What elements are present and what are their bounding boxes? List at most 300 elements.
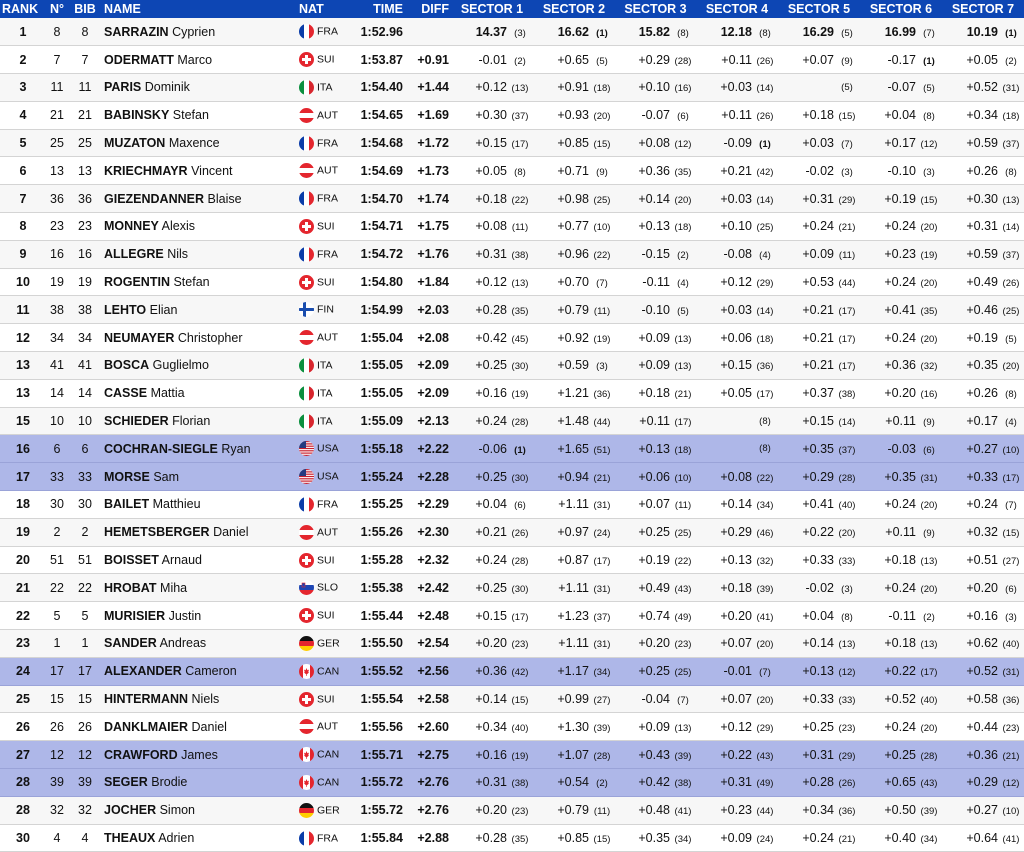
sector-7-cell	[942, 602, 1024, 630]
sector-rank-number: 1	[599, 27, 605, 39]
athlete-name-cell[interactable]	[102, 352, 297, 380]
table-row[interactable]	[0, 657, 1024, 685]
athlete-last-name: SCHIEDER	[104, 414, 169, 429]
table-row[interactable]	[0, 769, 1024, 797]
sector-rank-number: 35	[923, 305, 935, 317]
athlete-name-cell[interactable]	[102, 296, 297, 324]
sector-rank-number: 38	[841, 389, 853, 401]
start-number-cell: 41	[50, 358, 64, 373]
sector-value: +1.30	[557, 719, 589, 734]
athlete-name-cell[interactable]	[102, 463, 297, 491]
sector-1-cell	[451, 18, 533, 46]
table-row[interactable]	[0, 491, 1024, 519]
sector-rank-number: 18	[1005, 111, 1017, 123]
sector-value: +0.31	[966, 219, 998, 234]
nation-code: SUI	[317, 220, 335, 233]
sector-rank: (43)	[756, 750, 774, 762]
table-row[interactable]	[0, 129, 1024, 157]
sector-rank: (2)	[677, 250, 689, 262]
time-cell: 1:54.80	[360, 275, 403, 290]
athlete-name-cell[interactable]	[102, 602, 297, 630]
time-cell: 1:55.18	[360, 441, 403, 456]
table-row[interactable]	[0, 213, 1024, 241]
sector-rank: (6)	[514, 500, 526, 512]
athlete-name-cell[interactable]	[102, 685, 297, 713]
sector-rank: (26)	[511, 528, 529, 540]
start-number-cell: 39	[50, 775, 64, 790]
sector-value: +0.93	[557, 108, 589, 123]
sector-rank: (5)	[677, 305, 689, 317]
sector-value: +0.03	[720, 302, 752, 317]
athlete-name-cell[interactable]	[102, 657, 297, 685]
sector-rank: (15)	[920, 194, 938, 206]
sector-rank: (39)	[674, 750, 692, 762]
nation-cell	[297, 491, 354, 519]
athlete-last-name: BOISSET	[104, 553, 159, 568]
table-row[interactable]	[0, 296, 1024, 324]
table-body	[0, 18, 1024, 852]
sector-value: +0.16	[475, 747, 507, 762]
table-row[interactable]	[0, 240, 1024, 268]
nation-cell	[297, 574, 354, 602]
nation-cell	[297, 463, 354, 491]
sector-rank: (7)	[1005, 500, 1017, 512]
sector-rank: (17)	[511, 611, 529, 623]
sector-rank-number: 37	[1005, 139, 1017, 151]
sector-rank: (16)	[920, 389, 938, 401]
athlete-name-cell[interactable]	[102, 74, 297, 102]
sector-4-cell	[696, 546, 778, 574]
diff-cell: +2.30	[417, 525, 449, 540]
sector-rank-number: 38	[677, 778, 689, 790]
start-number-cell: 32	[50, 803, 64, 818]
athlete-last-name: HROBAT	[104, 580, 157, 595]
athlete-name-cell[interactable]	[102, 741, 297, 769]
sector-3-cell	[615, 74, 696, 102]
sector-1-cell	[451, 796, 533, 824]
sector-6-cell	[860, 435, 942, 463]
table-row[interactable]	[0, 824, 1024, 852]
sector-rank: (37)	[1002, 250, 1020, 262]
flag-icon	[299, 163, 314, 178]
sector-value: +0.14	[475, 692, 507, 707]
diff-cell: +2.09	[417, 358, 449, 373]
sector-7-cell	[942, 101, 1024, 129]
sector-value: +0.50	[884, 803, 916, 818]
sector-rank-number: 18	[596, 83, 608, 95]
header-sector-5: SECTOR 5	[778, 0, 860, 18]
athlete-name-cell[interactable]	[102, 713, 297, 741]
time-cell: 1:55.38	[360, 580, 403, 595]
sector-value: -0.04	[641, 692, 670, 707]
sector-rank-number: 12	[923, 139, 935, 151]
sector-value: +0.11	[721, 108, 752, 123]
sector-value: +0.29	[720, 525, 752, 540]
athlete-name-cell[interactable]	[102, 268, 297, 296]
sector-rank: (34)	[920, 834, 938, 845]
sector-rank-number: 31	[1005, 667, 1017, 679]
sector-rank: (20)	[756, 639, 774, 651]
sector-value: -0.01	[478, 52, 507, 67]
sector-rank: (14)	[838, 417, 856, 429]
sector-5-cell	[778, 213, 860, 241]
sector-rank-number: 29	[759, 278, 771, 290]
sector-rank-number: 21	[841, 222, 853, 234]
sector-rank: (20)	[593, 111, 611, 123]
athlete-first-name: Daniel	[191, 719, 227, 734]
athlete-first-name: Nils	[167, 247, 189, 262]
sector-value: +0.28	[802, 775, 834, 790]
sector-4-cell	[696, 213, 778, 241]
sector-rank: (20)	[674, 194, 692, 206]
sector-rank-number: 8	[762, 27, 768, 39]
sector-rank: (28)	[920, 750, 938, 762]
sector-rank-number: 6	[680, 111, 686, 123]
athlete-name-cell[interactable]	[102, 129, 297, 157]
bib-cell: 19	[78, 275, 92, 290]
sector-value: -0.02	[805, 163, 834, 178]
sector-rank-number: 38	[514, 778, 526, 790]
sector-value: 16.29	[802, 24, 834, 39]
time-cell: 1:54.72	[360, 247, 403, 262]
athlete-first-name: Daniel	[213, 525, 249, 540]
sector-value: +0.06	[638, 469, 670, 484]
sector-rank: (7)	[841, 139, 853, 151]
sector-rank-number: 2	[926, 611, 932, 623]
sector-3-cell	[615, 685, 696, 713]
sector-1-cell	[451, 352, 533, 380]
sector-rank-number: 42	[759, 166, 771, 178]
bib-cell: 26	[78, 719, 92, 734]
athlete-name-cell[interactable]	[102, 574, 297, 602]
sector-value: +1.21	[557, 386, 589, 401]
sector-rank: (12)	[674, 139, 692, 151]
flag-icon	[299, 302, 314, 317]
sector-rank-number: 17	[596, 556, 608, 568]
athlete-first-name: Simon	[159, 803, 196, 818]
sector-rank-number: 49	[759, 778, 771, 790]
sector-4-cell	[696, 129, 778, 157]
athlete-last-name: KRIECHMAYR	[104, 163, 188, 178]
sector-value: 14.37	[475, 24, 507, 39]
sector-value: +0.85	[557, 831, 589, 845]
sector-rank-number: 2	[1008, 55, 1014, 67]
flag-icon	[299, 775, 314, 790]
start-number-cell: 6	[53, 441, 61, 456]
athlete-first-name: Cameron	[185, 664, 237, 679]
sector-rank: (9)	[841, 55, 853, 67]
sector-6-cell	[860, 268, 942, 296]
table-row[interactable]	[0, 407, 1024, 435]
nation-cell	[297, 185, 354, 213]
sector-value: +0.30	[475, 108, 507, 123]
athlete-last-name: BABINSKY	[104, 108, 170, 123]
sector-2-cell	[533, 796, 615, 824]
sector-5-cell	[778, 296, 860, 324]
table-row[interactable]	[0, 713, 1024, 741]
sector-rank: (49)	[756, 778, 774, 790]
sector-4-cell	[696, 296, 778, 324]
athlete-name-cell[interactable]	[102, 379, 297, 407]
table-row[interactable]	[0, 46, 1024, 74]
start-number-cell: 5	[53, 608, 61, 623]
sector-4-cell	[696, 240, 778, 268]
sector-rank: (11)	[838, 250, 856, 262]
table-row[interactable]	[0, 574, 1024, 602]
sector-rank-number: 12	[1005, 778, 1017, 790]
sector-rank: (28)	[838, 472, 856, 484]
sector-rank-number: 22	[514, 194, 526, 206]
nation-cell	[297, 602, 354, 630]
time-cell: 1:55.25	[360, 497, 403, 512]
athlete-name-cell[interactable]	[102, 796, 297, 824]
sector-1-cell	[451, 379, 533, 407]
diff-cell: +1.76	[417, 247, 449, 262]
athlete-name-cell[interactable]	[102, 491, 297, 519]
sector-rank-number: 25	[759, 222, 771, 234]
athlete-name-cell[interactable]	[102, 518, 297, 546]
table-row[interactable]	[0, 324, 1024, 352]
sector-rank: (31)	[593, 500, 611, 512]
sector-2-cell	[533, 352, 615, 380]
sector-rank: (17)	[1002, 472, 1020, 484]
sector-7-cell	[942, 407, 1024, 435]
sector-2-cell	[533, 185, 615, 213]
table-row[interactable]	[0, 268, 1024, 296]
sector-value: +0.52	[966, 664, 998, 679]
sector-value: +0.65	[884, 775, 916, 790]
sector-value: +0.20	[638, 636, 670, 651]
start-number-cell: 51	[50, 553, 64, 568]
sector-value: +0.30	[966, 191, 998, 206]
sector-value: +0.35	[638, 831, 670, 845]
athlete-name-cell[interactable]	[102, 46, 297, 74]
sector-rank: (29)	[756, 278, 774, 290]
sector-rank-number: 3	[926, 166, 932, 178]
sector-rank-number: 42	[514, 667, 526, 679]
sector-3-cell	[615, 46, 696, 74]
table-row[interactable]	[0, 352, 1024, 380]
flag-icon	[299, 469, 314, 484]
sector-rank: (15)	[511, 695, 529, 707]
sector-rank-number: 1	[762, 139, 768, 151]
sector-7-cell	[942, 240, 1024, 268]
athlete-name-cell[interactable]	[102, 435, 297, 463]
sector-value: +0.16	[966, 608, 998, 623]
table-row[interactable]	[0, 157, 1024, 185]
rank-cell: 7	[19, 191, 27, 206]
sector-3-cell	[615, 296, 696, 324]
sector-value: +0.97	[557, 525, 589, 540]
sector-2-cell	[533, 657, 615, 685]
sector-rank: (31)	[920, 472, 938, 484]
sector-rank: (7)	[677, 695, 689, 707]
sector-value: +0.20	[475, 636, 507, 651]
sector-value: +0.41	[884, 302, 916, 317]
sector-rank: (23)	[1002, 722, 1020, 734]
sector-1-cell	[451, 185, 533, 213]
sector-value: +0.20	[966, 580, 998, 595]
sector-7-cell	[942, 185, 1024, 213]
nation-cell	[297, 769, 354, 797]
sector-rank-number: 37	[514, 111, 526, 123]
table-row[interactable]	[0, 546, 1024, 574]
sector-3-cell	[615, 101, 696, 129]
sector-rank: (40)	[1002, 639, 1020, 651]
sector-rank-number: 38	[514, 250, 526, 262]
diff-cell: +1.74	[417, 191, 449, 206]
sector-value: +0.31	[802, 747, 834, 762]
athlete-name-cell[interactable]	[102, 324, 297, 352]
nation-code: FRA	[317, 498, 338, 511]
table-row[interactable]	[0, 101, 1024, 129]
sector-value: +0.06	[720, 330, 752, 345]
rank-cell: 15	[16, 414, 30, 429]
table-row[interactable]	[0, 435, 1024, 463]
sector-5-cell	[778, 185, 860, 213]
diff-cell: +2.56	[417, 664, 449, 679]
sector-rank: (13)	[674, 722, 692, 734]
sector-rank-number: 8	[680, 27, 686, 39]
sector-rank-number: 15	[596, 834, 608, 845]
athlete-name-cell[interactable]	[102, 157, 297, 185]
sector-7-cell	[942, 157, 1024, 185]
athlete-last-name: ALEXANDER	[104, 664, 182, 679]
start-number-cell: 2	[53, 525, 61, 540]
sector-rank-number: 20	[1005, 361, 1017, 373]
sector-value: +0.49	[966, 275, 998, 290]
diff-cell: +2.28	[417, 469, 449, 484]
table-row[interactable]	[0, 796, 1024, 824]
sector-rank-number: 35	[514, 834, 526, 845]
sector-rank-number: 36	[841, 806, 853, 818]
sector-rank-number: 9	[926, 417, 932, 429]
sector-value: +0.21	[475, 525, 507, 540]
table-row[interactable]	[0, 602, 1024, 630]
athlete-name-cell[interactable]	[102, 824, 297, 852]
athlete-name-cell[interactable]	[102, 769, 297, 797]
sector-rank: (20)	[1002, 361, 1020, 373]
athlete-name-cell[interactable]	[102, 630, 297, 658]
rank-cell: 8	[19, 219, 27, 234]
sector-value: +0.48	[638, 803, 670, 818]
sector-2-cell	[533, 463, 615, 491]
sector-rank: (17)	[920, 667, 938, 679]
sector-value: +0.21	[720, 163, 752, 178]
sector-1-cell	[451, 46, 533, 74]
sector-value: +0.64	[966, 831, 998, 845]
diff-cell: +1.73	[417, 163, 449, 178]
sector-rank: (31)	[593, 639, 611, 651]
sector-value: +0.35	[966, 358, 998, 373]
sector-value: +0.18	[802, 108, 834, 123]
sector-value: -0.02	[805, 580, 834, 595]
sector-value: +0.24	[802, 219, 834, 234]
sector-rank: (29)	[838, 750, 856, 762]
table-row[interactable]	[0, 685, 1024, 713]
athlete-name-cell[interactable]	[102, 407, 297, 435]
athlete-name-cell[interactable]	[102, 18, 297, 46]
sector-value: +0.22	[802, 525, 834, 540]
start-number-cell: 33	[50, 469, 64, 484]
sector-value: +0.43	[638, 747, 670, 762]
table-row[interactable]	[0, 463, 1024, 491]
sector-rank: (21)	[838, 834, 856, 845]
bib-cell: 8	[81, 24, 89, 39]
sector-rank-number: 7	[1008, 500, 1014, 512]
rank-cell: 16	[16, 441, 30, 456]
nation-code: FRA	[317, 248, 338, 261]
sector-4-cell	[696, 157, 778, 185]
diff-cell: +1.44	[417, 80, 449, 95]
flag-icon	[299, 831, 314, 846]
table-row[interactable]	[0, 741, 1024, 769]
sector-value: +0.22	[720, 747, 752, 762]
sector-rank: (8)	[759, 27, 771, 39]
table-row[interactable]	[0, 379, 1024, 407]
sector-value: +0.18	[638, 386, 670, 401]
sector-rank-number: 13	[923, 639, 935, 651]
sector-rank: (20)	[756, 695, 774, 707]
sector-rank: (1)	[596, 27, 608, 39]
sector-rank-number: 21	[677, 389, 689, 401]
sector-rank: (12)	[1002, 778, 1020, 790]
athlete-name-cell[interactable]	[102, 240, 297, 268]
athlete-name-cell[interactable]	[102, 185, 297, 213]
flag-icon	[299, 747, 314, 762]
sector-rank-number: 46	[759, 528, 771, 540]
table-row[interactable]	[0, 185, 1024, 213]
sector-value: +0.59	[557, 358, 589, 373]
athlete-first-name: Sam	[153, 469, 180, 484]
sector-value: +0.12	[475, 275, 507, 290]
sector-value: -0.07	[641, 108, 670, 123]
table-row[interactable]	[0, 74, 1024, 102]
sector-rank-number: 22	[677, 556, 689, 568]
bib-cell: 38	[78, 302, 92, 317]
sector-rank-number: 22	[596, 250, 608, 262]
table-row[interactable]	[0, 18, 1024, 46]
table-row[interactable]	[0, 630, 1024, 658]
rank-cell: 13	[16, 386, 30, 401]
sector-rank-number: 16	[923, 389, 935, 401]
athlete-last-name: HEMETSBERGER	[104, 525, 210, 540]
sector-rank-number: 29	[759, 722, 771, 734]
nation-cell	[297, 268, 354, 296]
sector-value: +0.24	[802, 831, 834, 845]
sector-rank-number: 30	[514, 472, 526, 484]
table-row[interactable]	[0, 518, 1024, 546]
athlete-name-cell[interactable]	[102, 213, 297, 241]
sector-rank-number: 8	[1008, 389, 1014, 401]
sector-value: -0.06	[478, 441, 507, 456]
sector-rank: (6)	[1005, 583, 1017, 595]
athlete-last-name: SARRAZIN	[104, 24, 169, 39]
start-number-cell: 17	[50, 664, 64, 679]
rank-cell: 23	[16, 636, 30, 651]
sector-5-cell	[778, 546, 860, 574]
athlete-last-name: SEGER	[104, 775, 148, 790]
athlete-name-cell[interactable]	[102, 546, 297, 574]
sector-4-cell	[696, 46, 778, 74]
rank-cell: 22	[16, 608, 30, 623]
sector-value: +0.42	[638, 775, 670, 790]
sector-value: +0.36	[884, 358, 916, 373]
athlete-name-cell[interactable]	[102, 101, 297, 129]
sector-4-cell	[696, 352, 778, 380]
sector-5-cell	[778, 769, 860, 797]
rank-cell: 9	[19, 247, 27, 262]
